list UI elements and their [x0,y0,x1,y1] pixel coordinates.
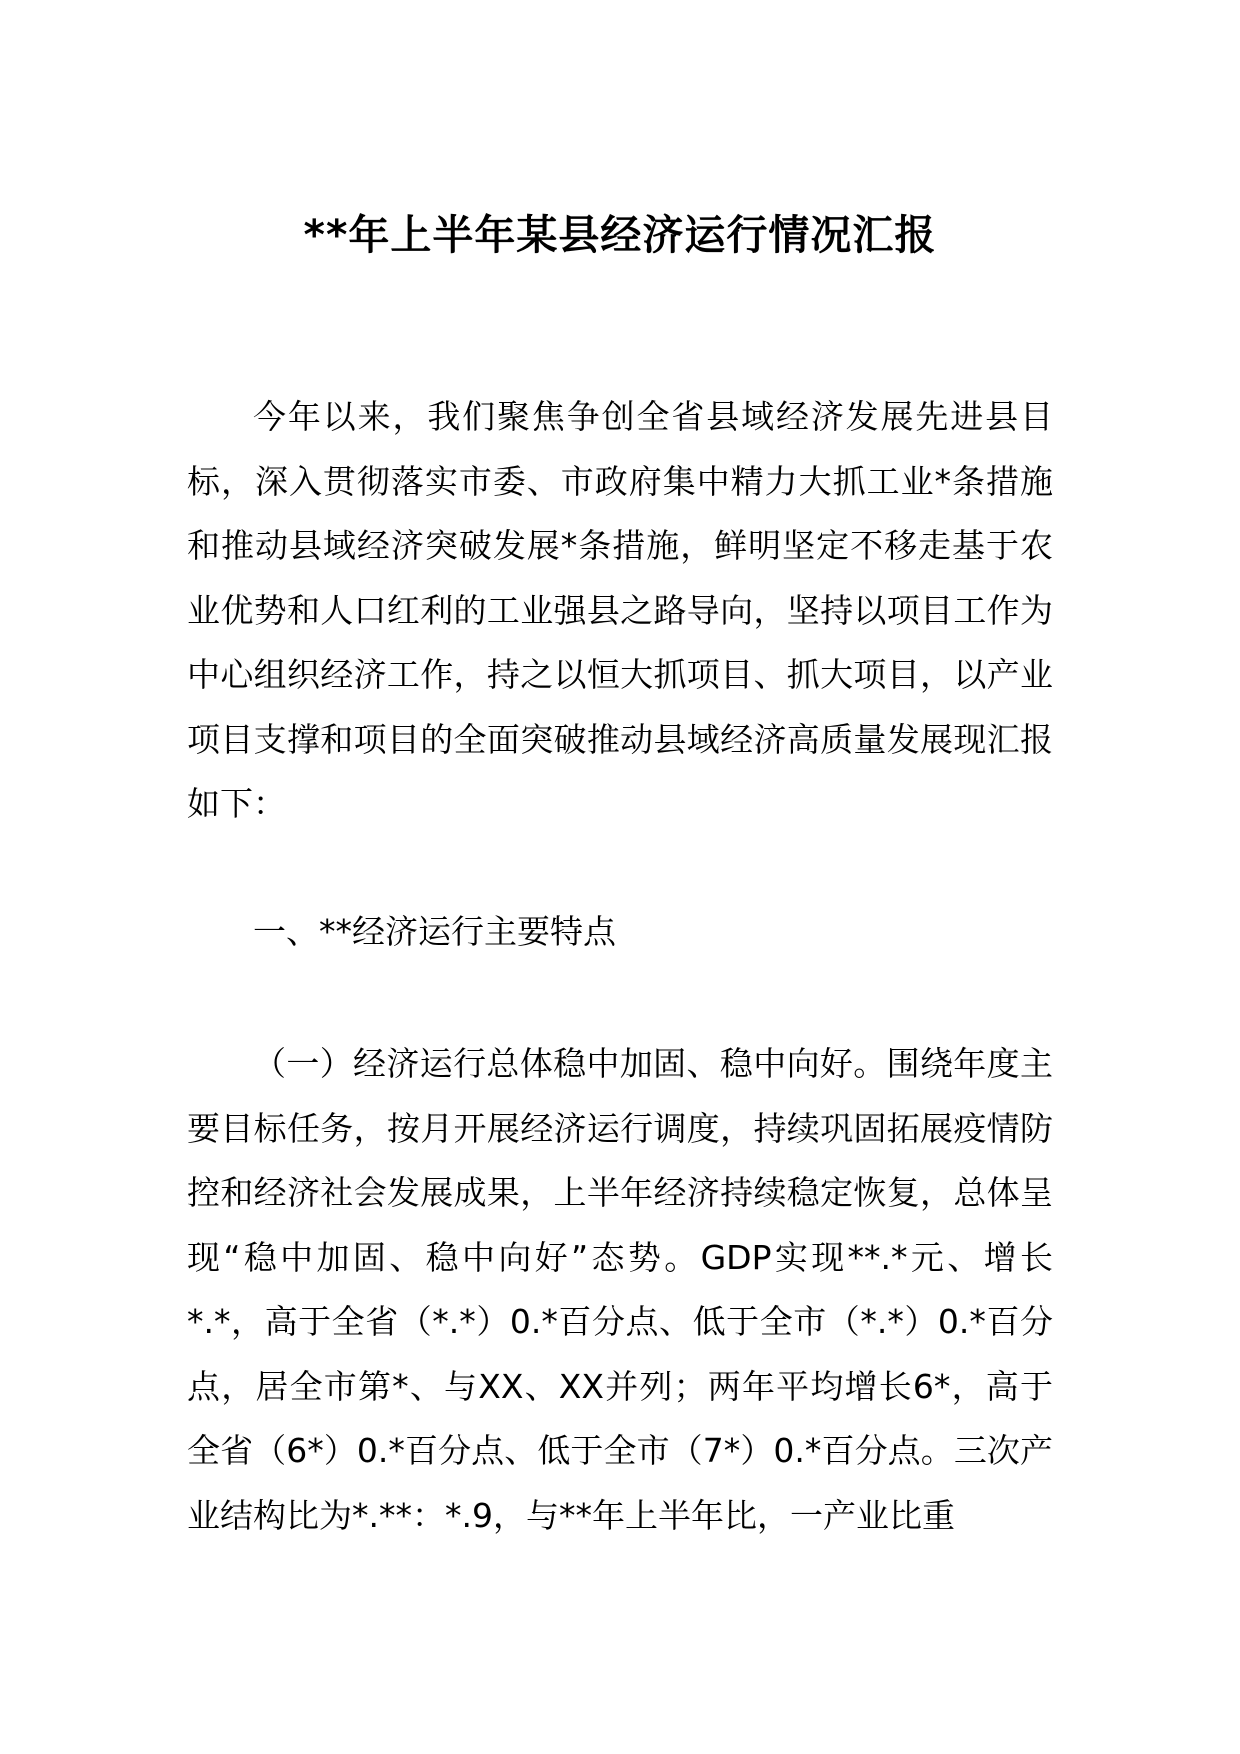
intro-section [187,385,1053,837]
subsection-one [187,1032,1053,1548]
subsection-paragraph: （一）经济运行总体稳中加固、稳中向好。围绕年度主要目标任务，按月开展经济运行调度，持续巩固拓展疫情防控和经济社会发展成果，上半年经济持续稳定恢复，总体呈现“稳中加固、稳中向好”态势。GDP实现**.*元、增长*.*，高于全省（*.*）0.*百分点、低于全市（*.*）0.*百分点，居全市第*、与XX、XX并列；两年平均增长6*，高于全省（6*）0.*百分点、低于全市（7*）0.*百分点。三次产业结构比为*.**：*.9，与**年上半年比，一产业比重 [187,1044,1053,1535]
section-one [187,900,1053,965]
section-heading: 一、**经济运行主要特点 [253,912,616,951]
document-title: **年上半年某县经济运行情况汇报 [303,211,937,259]
intro-paragraph: 今年以来，我们聚焦争创全省县域经济发展先进县目标，深入贯彻落实市委、市政府集中精力大抓工业*条措施和推动县域经济突破发展*条措施，鲜明坚定不移走基于农业优势和人口红利的工业强县之路导向，坚持以项目工作为中心组织经济工作，持之以恒大抓项目、抓大项目，以产业项目支撑和项目的全面突破推动县域经济高质量发展现汇报如下： [187,397,1053,823]
